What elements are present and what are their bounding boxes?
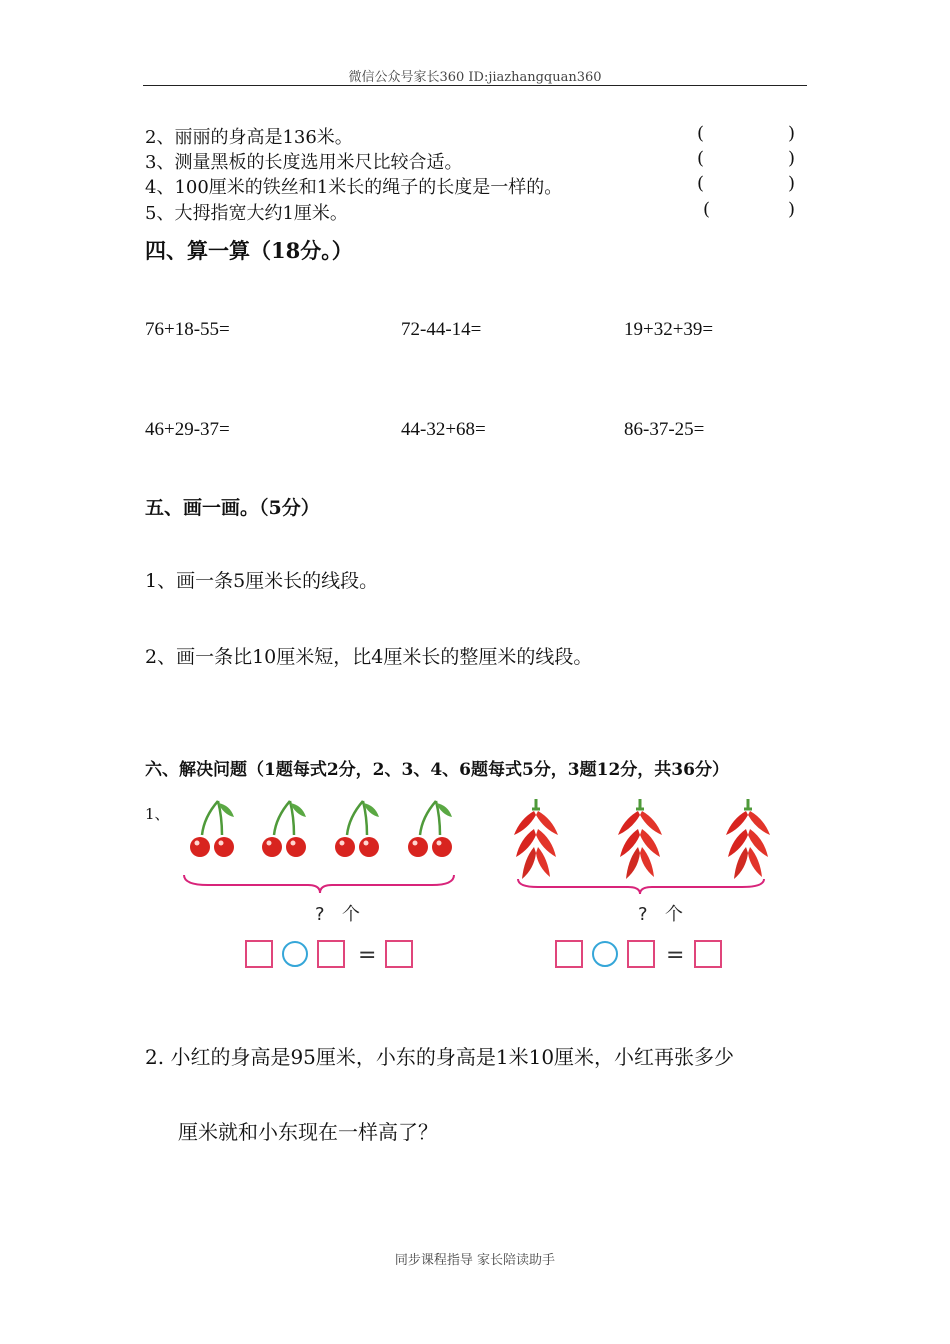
equals-sign: = — [666, 943, 685, 968]
calc-problem: 72-44-14= — [401, 319, 482, 340]
answer-paren-close: ) — [788, 173, 796, 194]
unit-label: 个 — [342, 904, 360, 925]
answer-paren-close: ) — [788, 199, 796, 220]
calc-problem: 46+29-37= — [145, 419, 230, 440]
tf-item: 4、100厘米的铁丝和1米长的绳子的长度是一样的。 — [145, 177, 563, 198]
question-number: 1、 — [145, 805, 170, 823]
answer-paren-open: ( — [697, 148, 705, 169]
question-mark: ? — [315, 904, 325, 925]
tf-item: 5、大拇指宽大约1厘米。 — [145, 203, 348, 224]
answer-paren-open: ( — [703, 199, 711, 220]
pepper-problem-figure — [508, 795, 778, 975]
answer-paren-open: ( — [697, 173, 705, 194]
chili-pepper-icon — [514, 799, 558, 879]
section-title: 六、解决问题（1题每式2分，2、3、4、6题每式5分，3题12分，共36分） — [145, 760, 729, 780]
answer-box — [556, 941, 582, 967]
header-rule — [143, 85, 807, 86]
word-problem-line: 2. 小红的身高是95厘米，小东的身高是1米10厘米，小红再张多少 — [145, 1045, 735, 1069]
answer-paren-close: ) — [788, 148, 796, 169]
chili-pepper-icon — [726, 799, 770, 879]
tf-item: 3、测量黑板的长度选用米尺比较合适。 — [145, 152, 463, 173]
cherry-icon — [335, 801, 379, 857]
answer-box — [318, 941, 344, 967]
answer-paren-close: ) — [788, 123, 796, 144]
page-footer: 同步课程指导 家长陪读助手 — [394, 1253, 556, 1268]
unit-label: 个 — [665, 904, 683, 925]
answer-box — [246, 941, 272, 967]
word-problem-line: 厘米就和小东现在一样高了？ — [178, 1120, 438, 1144]
question-mark: ? — [638, 904, 648, 925]
chili-pepper-icon — [618, 799, 662, 879]
cherry-problem-figure — [178, 795, 468, 975]
cherry-icon — [190, 801, 234, 857]
equals-sign: = — [358, 943, 377, 968]
answer-box — [386, 941, 412, 967]
answer-box — [695, 941, 721, 967]
tf-item: 2、丽丽的身高是136米。 — [145, 127, 353, 148]
calc-problem: 19+32+39= — [624, 319, 714, 340]
brace-icon — [184, 875, 454, 893]
section-title: 五、画一画。（5分） — [145, 497, 320, 519]
operator-circle — [593, 942, 617, 966]
calc-problem: 44-32+68= — [401, 419, 486, 440]
brace-icon — [518, 879, 764, 894]
answer-box — [628, 941, 654, 967]
calc-problem: 86-37-25= — [624, 419, 705, 440]
cherry-icon — [262, 801, 306, 857]
drawing-task: 2、画一条比10厘米短，比4厘米长的整厘米的线段。 — [145, 646, 593, 668]
page-header: 微信公众号家长360 ID:jiazhangquan360 — [348, 70, 602, 85]
section-title: 四、算一算（18分。） — [145, 238, 353, 263]
drawing-task: 1、画一条5厘米长的线段。 — [145, 570, 379, 592]
cherry-icon — [408, 801, 452, 857]
operator-circle — [283, 942, 307, 966]
calc-problem: 76+18-55= — [145, 319, 230, 340]
answer-paren-open: ( — [697, 123, 705, 144]
